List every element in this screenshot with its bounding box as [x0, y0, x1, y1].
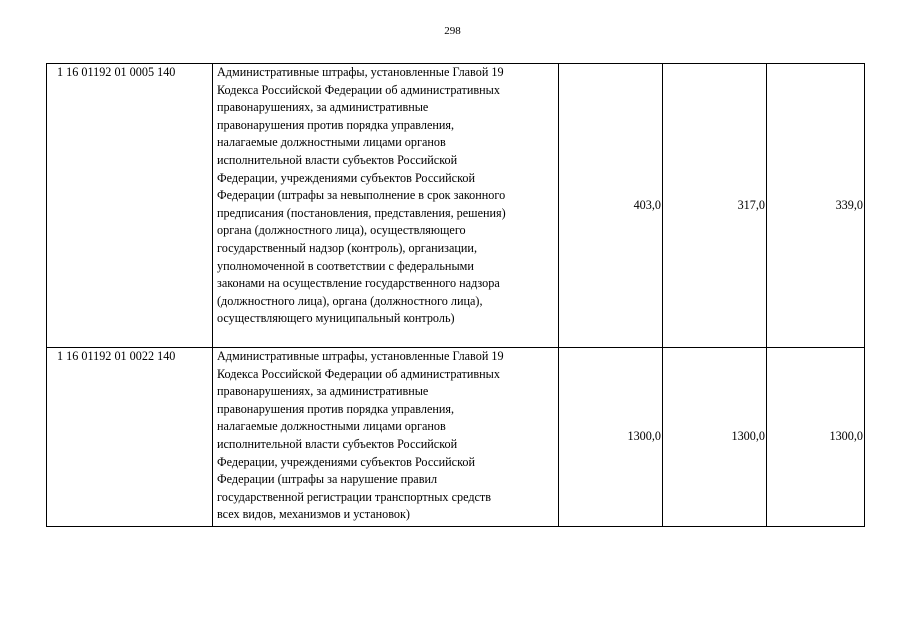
description-line: органа (должностного лица), осуществляющего: [217, 223, 466, 238]
description-line: законами на осуществление государственного надзора: [217, 276, 500, 291]
value-cell-2: 1300,0: [663, 348, 767, 527]
description-line: налагаемые должностными лицами органов: [217, 135, 446, 150]
description-line: правонарушения против порядка управления,: [217, 401, 455, 416]
description-cell: [213, 348, 559, 527]
value-cell-1: 1300,0: [559, 348, 663, 527]
value-cell-2: 317,0: [663, 64, 767, 348]
description-line: правонарушениях, за административные: [217, 100, 429, 115]
value-cell-3: 1300,0: [767, 348, 865, 527]
description-line: правонарушениях, за административные: [217, 384, 429, 399]
description-line: Кодекса Российской Федерации об административных: [217, 366, 500, 381]
table-row: [47, 348, 865, 527]
description-line: исполнительной власти субъектов Российской: [217, 436, 458, 451]
page-number: 298: [444, 25, 461, 37]
description-line: предписания (постановления, представления, решения): [217, 205, 506, 220]
description-line: всех видов, механизмов и установок): [217, 507, 410, 522]
budget-table: [46, 63, 865, 527]
description-line: государственный надзор (контроль), организации,: [217, 240, 478, 255]
table-row: [47, 64, 865, 348]
description-line: осуществляющего муниципальный контроль): [217, 311, 455, 326]
value-cell-3: 339,0: [767, 64, 865, 348]
description-line: налагаемые должностными лицами органов: [217, 419, 446, 434]
description-line: Административные штрафы, установленные Главой 19: [217, 65, 504, 79]
value-cell-1: 403,0: [559, 64, 663, 348]
description-line: (должностного лица), органа (должностного лица),: [217, 293, 483, 308]
description-line: государственной регистрации транспортных средств: [217, 489, 492, 504]
description-line: Административные штрафы, установленные Главой 19: [217, 349, 504, 363]
description-line: уполномоченной в соответствии с федеральными: [217, 258, 474, 273]
description-line: Кодекса Российской Федерации об административных: [217, 82, 500, 97]
budget-code-cell: 1 16 01192 01 0022 140: [47, 348, 213, 527]
description-line: Федерации (штрафы за нарушение правил: [217, 472, 438, 487]
description-line: Федерации, учреждениями субъектов Российской: [217, 170, 476, 185]
description-line: Федерации (штрафы за невыполнение в срок законного: [217, 188, 506, 203]
description-line: Федерации, учреждениями субъектов Российской: [217, 454, 476, 469]
description-cell: [213, 64, 559, 348]
description-line: правонарушения против порядка управления,: [217, 117, 455, 132]
budget-code-cell: 1 16 01192 01 0005 140: [47, 64, 213, 348]
description-line: исполнительной власти субъектов Российской: [217, 152, 458, 167]
